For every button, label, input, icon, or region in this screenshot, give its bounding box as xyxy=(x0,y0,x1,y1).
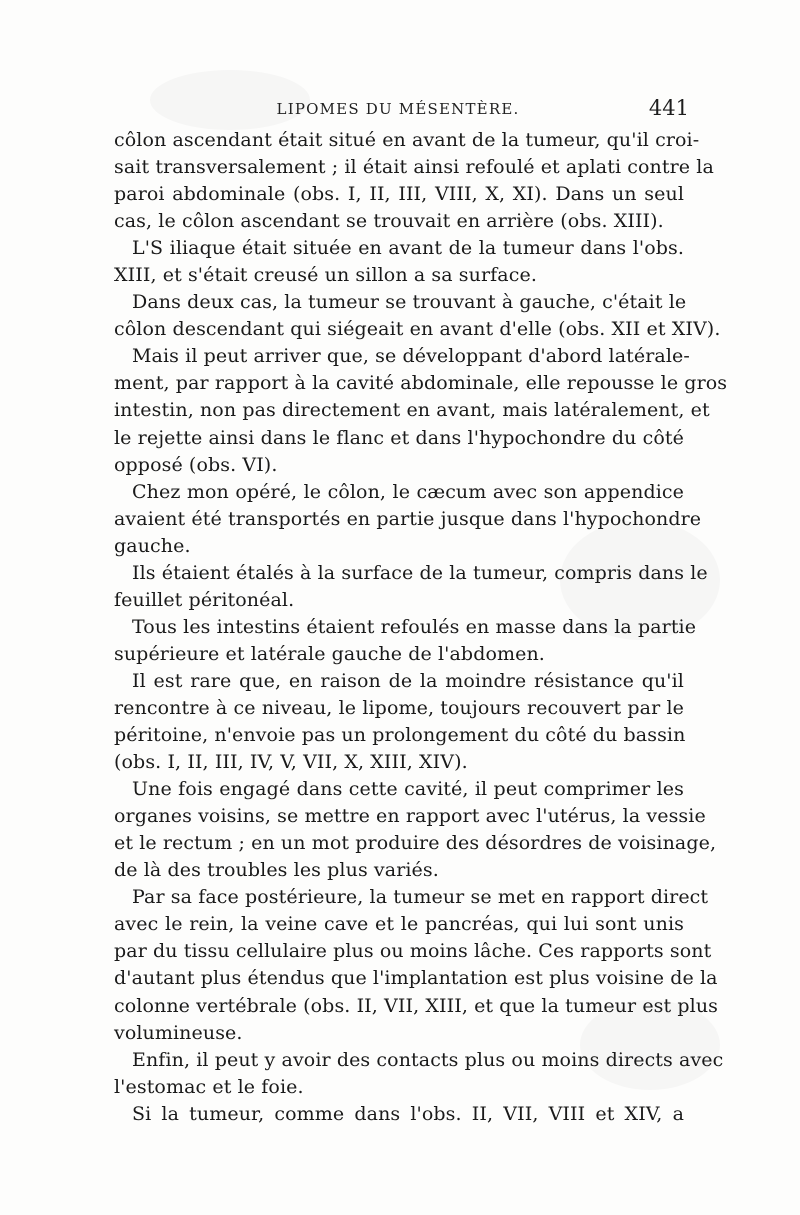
text-line: volumineuse. xyxy=(114,1021,243,1044)
text-line: de là des troubles les plus variés. xyxy=(114,859,439,882)
text-line: rencontre à ce niveau, le lipome, toujours recouvert par le xyxy=(114,696,684,719)
text-line: supérieure et latérale gauche de l'abdomen. xyxy=(114,642,545,665)
text-line: opposé (obs. VI). xyxy=(114,453,278,476)
text-line: d'autant plus étendus que l'implantation est plus voisine de la xyxy=(114,967,718,990)
text-line: Dans deux cas, la tumeur se trouvant à gauche, c'était le xyxy=(132,291,687,314)
text-line: sait transversalement ; il était ainsi refoulé et aplati contre la xyxy=(114,156,714,179)
running-title: LIPOMES DU MÉSENTÈRE. xyxy=(276,100,520,118)
text-line: Tous les intestins étaient refoulés en masse dans la partie xyxy=(132,615,697,638)
text-line: Ils étaient étalés à la surface de la tumeur, compris dans le xyxy=(132,561,708,584)
text-line: paroi abdominale (obs. I, II, III, VIII, X, XI). Dans un seul xyxy=(114,183,684,206)
text-line: Une fois engagé dans cette cavité, il peut comprimer les xyxy=(132,778,684,801)
text-line: intestin, non pas directement en avant, mais latéralement, et xyxy=(114,399,710,422)
text-line: cas, le côlon ascendant se trouvait en arrière (obs. XIII). xyxy=(114,210,664,233)
text-line: l'estomac et le foie. xyxy=(114,1075,304,1098)
text-line: et le rectum ; en un mot produire des désordres de voisinage, xyxy=(114,832,717,855)
text-line: XIII, et s'était creusé un sillon a sa surface. xyxy=(114,264,537,287)
text-line: (obs. I, II, III, IV, V, VII, X, XIII, XIV). xyxy=(114,751,468,774)
text-line: Mais il peut arriver que, se développant d'abord latérale- xyxy=(132,345,690,368)
text-line: côlon ascendant était situé en avant de la tumeur, qu'il croi- xyxy=(114,129,700,151)
text-line: avec le rein, la veine cave et le pancréas, qui lui sont unis xyxy=(114,913,684,936)
text-line: le rejette ainsi dans le flanc et dans l'hypochondre du côté xyxy=(114,426,684,449)
text-line: ment, par rapport à la cavité abdominale, elle repousse le gros xyxy=(114,372,728,395)
text-line: péritoine, n'envoie pas un prolongement du côté du bassin xyxy=(114,724,686,747)
text-line: Enfin, il peut y avoir des contacts plus ou moins directs avec xyxy=(132,1048,724,1071)
body-text xyxy=(114,127,728,1128)
page-number: 441 xyxy=(648,96,689,120)
running-head xyxy=(113,94,689,124)
text-line: L'S iliaque était située en avant de la tumeur dans l'obs. xyxy=(132,237,684,260)
text-line: Il est rare que, en raison de la moindre résistance qu'il xyxy=(132,669,684,692)
text-line: Chez mon opéré, le côlon, le cæcum avec son appendice xyxy=(132,480,684,503)
text-line: Par sa face postérieure, la tumeur se met en rapport direct xyxy=(132,886,709,909)
text-line: organes voisins, se mettre en rapport avec l'utérus, la vessie xyxy=(114,805,706,828)
text-line: colonne vertébrale (obs. II, VII, XIII, et que la tumeur est plus xyxy=(114,994,719,1017)
text-line: feuillet péritonéal. xyxy=(114,588,295,611)
text-line: Si la tumeur, comme dans l'obs. II, VII, VIII et XIV, a xyxy=(132,1102,684,1125)
text-line: gauche. xyxy=(114,534,191,557)
text-line: avaient été transportés en partie jusque dans l'hypochondre xyxy=(114,507,702,530)
text-line: par du tissu cellulaire plus ou moins lâche. Ces rapports sont xyxy=(114,940,712,963)
text-line: côlon descendant qui siégeait en avant d'elle (obs. XII et XIV). xyxy=(114,318,721,341)
